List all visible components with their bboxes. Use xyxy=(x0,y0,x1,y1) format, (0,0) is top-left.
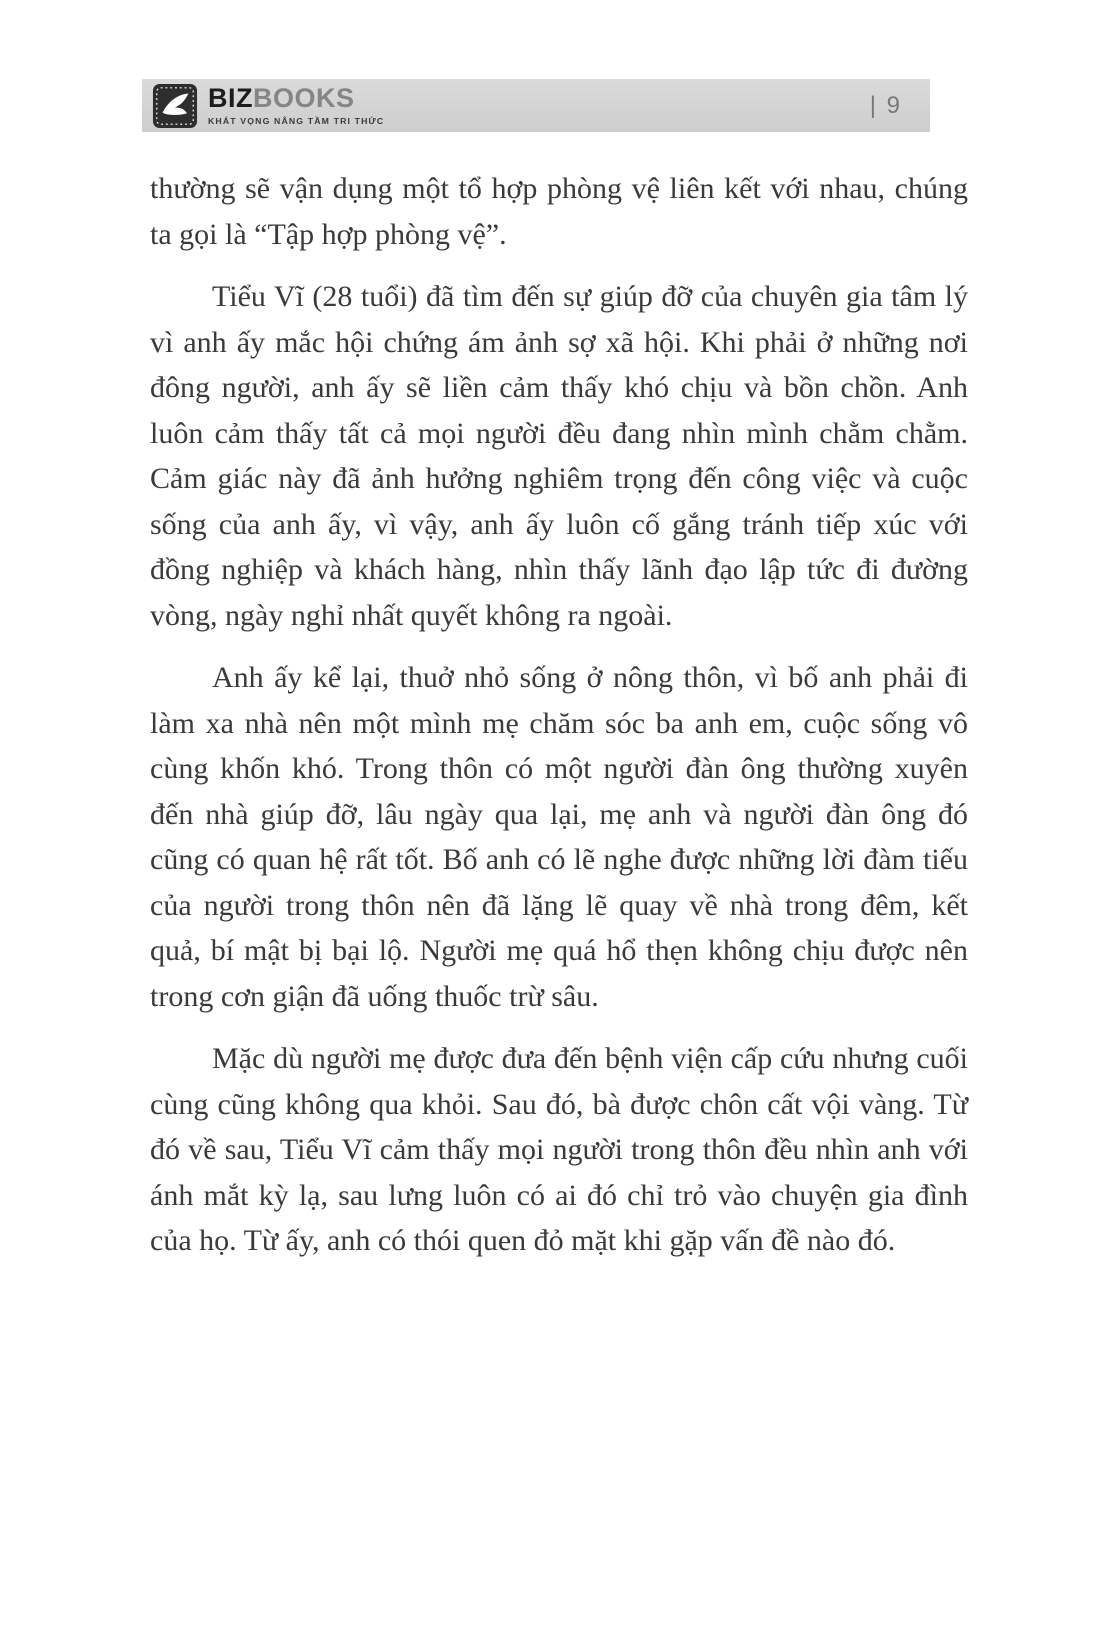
logo-text xyxy=(208,85,384,126)
logo-tagline: KHÁT VỌNG NÂNG TẦM TRI THỨC xyxy=(208,116,385,126)
paragraph: Tiểu Vĩ (28 tuổi) đã tìm đến sự giúp đỡ của chuyên gia tâm lý vì anh ấy mắc hội chứng ám ảnh sợ xã hội. Khi phải ở những nơi đông người, anh ấy sẽ liền cảm thấy khó chịu và bồn chồn. Anh luôn cảm thấy tất cả mọi người đều đang nhìn mình chằm chằm. Cảm giác này đã ảnh hưởng nghiêm trọng đến công việc và cuộc sống của anh ấy, vì vậy, anh ấy luôn cố gắng tránh tiếp xúc với đồng nghiệp và khách hàng, nhìn thấy lãnh đạo lập tức đi đường vòng, ngày nghỉ nhất quyết không ra ngoài. xyxy=(150,280,968,632)
logo-biz: BIZ xyxy=(208,83,253,113)
logo-books: BOOKS xyxy=(253,83,355,113)
publisher-logo xyxy=(152,83,384,129)
header-bar xyxy=(142,79,930,132)
paragraph: Mặc dù người mẹ được đưa đến bệnh viện cấp cứu nhưng cuối cùng cũng không qua khỏi. Sau đó, bà được chôn cất vội vàng. Từ đó về sau, Tiểu Vĩ cảm thấy mọi người trong thôn đều nhìn anh với ánh mắt kỳ lạ, sau lưng luôn có ai đó chỉ trỏ vào chuyện gia đình của họ. Từ ấy, anh có thói quen đỏ mặt khi gặp vấn đề nào đó. xyxy=(150,1042,968,1257)
paragraph: Anh ấy kể lại, thuở nhỏ sống ở nông thôn, vì bố anh phải đi làm xa nhà nên một mình mẹ chăm sóc ba anh em, cuộc sống vô cùng khốn khó. Trong thôn có một người đàn ông thường xuyên đến nhà giúp đỡ, lâu ngày qua lại, mẹ anh và người đàn ông đó cũng có quan hệ rất tốt. Bố anh có lẽ nghe được những lời đàm tiếu của người trong thôn nên đã lặng lẽ quay về nhà trong đêm, kết quả, bí mật bị bại lộ. Người mẹ quá hổ thẹn không chịu được nên trong cơn giận đã uống thuốc trừ sâu. xyxy=(150,661,968,1013)
paragraph: thường sẽ vận dụng một tổ hợp phòng vệ liên kết với nhau, chúng ta gọi là “Tập hợp phòng vệ”. xyxy=(150,172,968,251)
page-number: | 9 xyxy=(869,91,902,119)
bizbooks-stamp-icon xyxy=(152,83,198,129)
logo-wordmark xyxy=(208,85,384,112)
page-content xyxy=(150,166,968,1281)
